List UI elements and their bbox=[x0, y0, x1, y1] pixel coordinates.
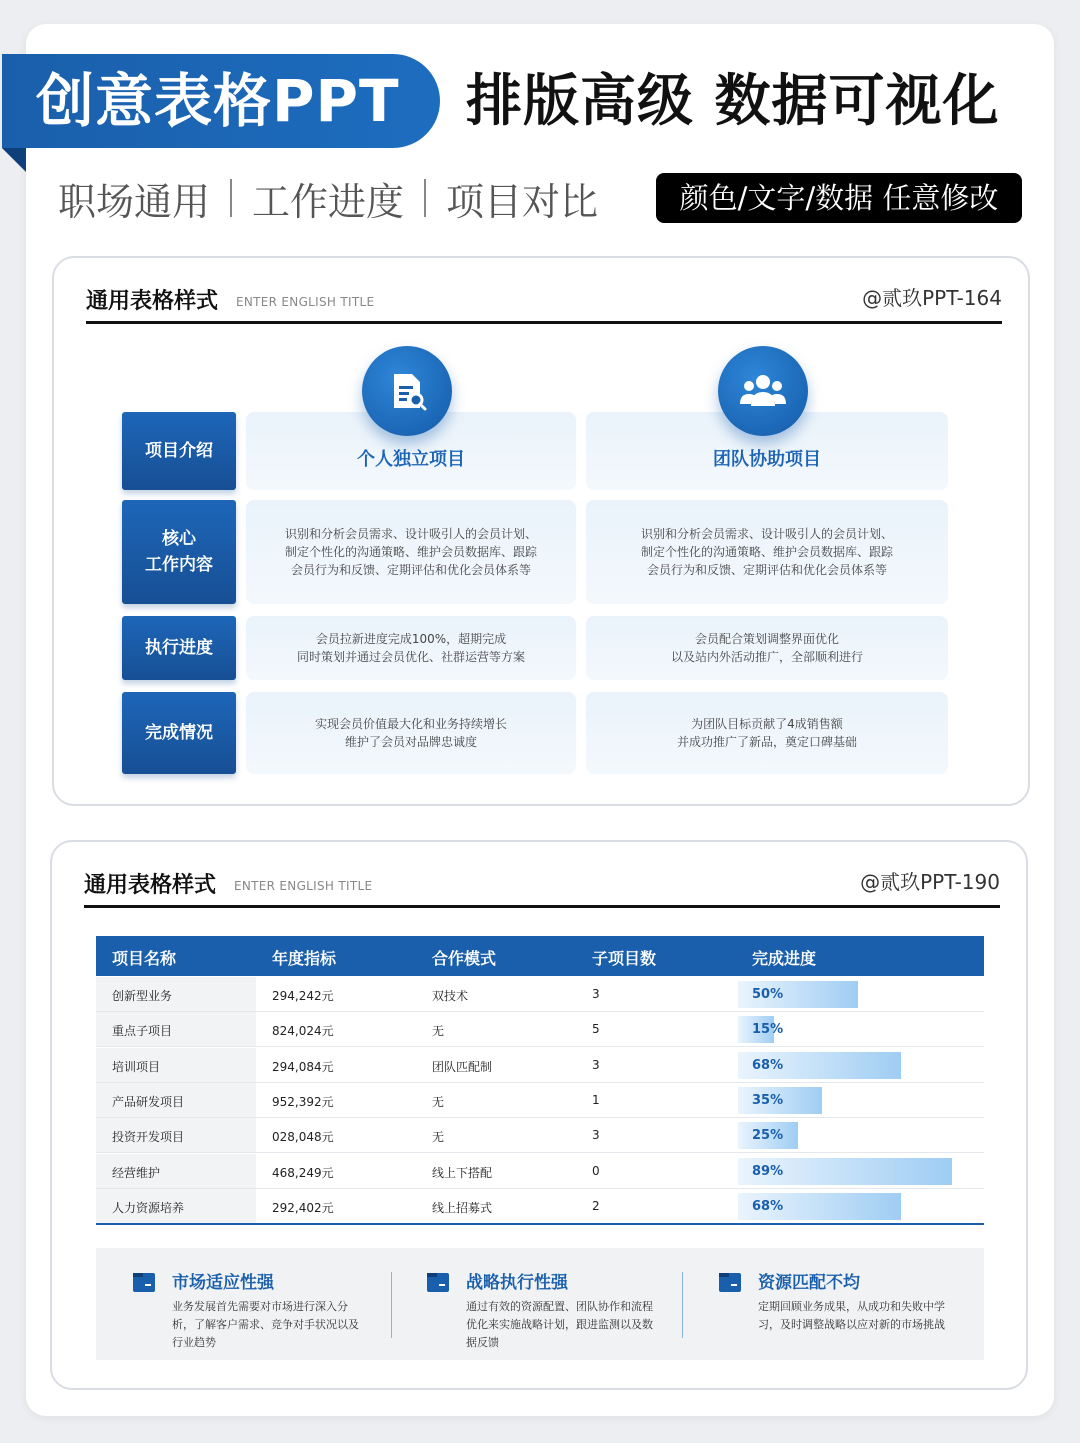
cell-mode: 无 bbox=[432, 1130, 445, 1145]
divider bbox=[424, 179, 426, 217]
document-search-icon bbox=[362, 346, 452, 436]
cell-target: 952,392元 bbox=[272, 1094, 334, 1109]
cell-count: 3 bbox=[592, 987, 600, 1001]
cell-mode: 双技术 bbox=[432, 989, 469, 1003]
cell-core-individual: 识别和分析会员需求、设计吸引人的会员计划、 制定个性化的沟通策略、维护会员数据库、跟踪 会员行为和反馈、定期评估和优化会员体系等 bbox=[246, 500, 576, 604]
cell-name: 创新型业务 bbox=[112, 989, 173, 1003]
title-fold-decoration bbox=[2, 148, 26, 172]
folder-icon bbox=[132, 1270, 156, 1294]
notes-panel bbox=[96, 1248, 984, 1360]
cell-target: 468,249元 bbox=[272, 1165, 334, 1180]
cell-count: 5 bbox=[592, 1022, 600, 1037]
cell-count: 1 bbox=[592, 1092, 600, 1107]
card-header bbox=[86, 286, 1002, 324]
progress-label: 25% bbox=[752, 1128, 784, 1144]
note-title: 资源匹配不均 bbox=[758, 1273, 860, 1293]
cell-target: 294,242元 bbox=[272, 989, 334, 1003]
cell-target: 294,084元 bbox=[272, 1059, 334, 1074]
cell-core-team: 识别和分析会员需求、设计吸引人的会员计划、 制定个性化的沟通策略、维护会员数据库、跟踪 会员行为和反馈、定期评估和优化会员体系等 bbox=[586, 500, 948, 604]
card-tag: @贰玖PPT-190 bbox=[860, 870, 1000, 894]
cell-result-individual: 实现会员价值最大化和业务持续增长 维护了会员对品牌忠诚度 bbox=[246, 692, 576, 774]
cell-mode: 无 bbox=[432, 1024, 445, 1039]
cell-count: 0 bbox=[592, 1163, 600, 1178]
card-tag: @贰玖PPT-164 bbox=[862, 286, 1002, 310]
folder-icon bbox=[718, 1270, 742, 1294]
cell-count: 3 bbox=[592, 1057, 600, 1072]
cell-progress-individual: 会员拉新进度完成100%，超期完成 同时策划并通过会员优化、社群运营等方案 bbox=[246, 616, 576, 680]
progress-label: 68% bbox=[752, 1057, 784, 1073]
subtitle-1: 职场通用 bbox=[58, 179, 211, 224]
row-label-core: 核心 工作内容 bbox=[122, 500, 236, 604]
table-bottom-line bbox=[96, 1223, 984, 1225]
table-row bbox=[96, 1048, 984, 1083]
table-row bbox=[96, 1083, 984, 1118]
card-header bbox=[84, 870, 1000, 908]
cell-count: 3 bbox=[592, 1128, 600, 1143]
header-target: 年度指标 bbox=[272, 949, 337, 968]
progress-table-card bbox=[50, 840, 1028, 1390]
cell-count: 2 bbox=[592, 1198, 600, 1213]
row-label-result: 完成情况 bbox=[122, 692, 236, 774]
cell-target: 824,024元 bbox=[272, 1024, 334, 1039]
main-title: 创意表格PPT bbox=[2, 54, 440, 148]
column-header-team: 团队协助项目 bbox=[586, 412, 948, 490]
subtitle-3: 项目对比 bbox=[446, 179, 599, 224]
card-title: 通用表格样式 bbox=[86, 289, 219, 314]
cell-target: 292,402元 bbox=[272, 1200, 334, 1215]
cell-name: 产品研发项目 bbox=[112, 1094, 185, 1109]
cell-name: 重点子项目 bbox=[112, 1024, 173, 1039]
row-label-progress: 执行进度 bbox=[122, 616, 236, 680]
progress-label: 15% bbox=[752, 1022, 784, 1038]
progress-label: 89% bbox=[752, 1163, 784, 1179]
cell-mode: 线上招募式 bbox=[432, 1200, 493, 1215]
cell-result-team: 为团队目标贡献了4成销售额 并成功推广了新品，奠定口碑基础 bbox=[586, 692, 948, 774]
table-row bbox=[96, 1012, 984, 1047]
comparison-card bbox=[52, 256, 1030, 806]
divider bbox=[682, 1272, 683, 1338]
headline: 排版高级 数据可视化 bbox=[466, 69, 1000, 134]
card-title: 通用表格样式 bbox=[84, 873, 217, 898]
cell-name: 培训项目 bbox=[112, 1059, 161, 1074]
cell-progress-team: 会员配合策划调整界面优化 以及站内外活动推广，全部顺利进行 bbox=[586, 616, 948, 680]
header-count: 子项目数 bbox=[592, 949, 657, 968]
cell-name: 投资开发项目 bbox=[112, 1130, 185, 1145]
divider bbox=[391, 1272, 392, 1338]
progress-label: 68% bbox=[752, 1198, 784, 1214]
team-icon bbox=[718, 346, 808, 436]
header-progress: 完成进度 bbox=[752, 949, 817, 968]
table-row bbox=[96, 1189, 984, 1224]
divider bbox=[230, 179, 232, 217]
subtitle-bar bbox=[58, 176, 599, 224]
card-english-title: ENTER ENGLISH TITLE bbox=[234, 879, 373, 893]
note-text: 业务发展首先需要对市场进行深入分析，了解客户需求、竞争对手状况以及行业趋势 bbox=[172, 1300, 359, 1349]
header-mode: 合作模式 bbox=[432, 949, 497, 968]
progress-label: 50% bbox=[752, 987, 784, 1002]
table-row bbox=[96, 1118, 984, 1153]
subtitle-2: 工作进度 bbox=[252, 179, 405, 224]
cell-target: 028,048元 bbox=[272, 1130, 334, 1145]
edit-badge: 颜色/文字/数据 任意修改 bbox=[656, 173, 1022, 223]
table-row bbox=[96, 1154, 984, 1189]
cell-mode: 无 bbox=[432, 1094, 445, 1109]
cell-name: 经营维护 bbox=[112, 1165, 161, 1180]
cell-mode: 团队匹配制 bbox=[432, 1059, 493, 1074]
progress-label: 35% bbox=[752, 1092, 784, 1108]
note-text: 定期回顾业务成果，从成功和失败中学习，及时调整战略以应对新的市场挑战 bbox=[758, 1300, 945, 1331]
note-text: 通过有效的资源配置、团队协作和流程优化来实施战略计划，跟进监测以及数据反馈 bbox=[466, 1300, 653, 1349]
row-label-intro: 项目介绍 bbox=[122, 412, 236, 490]
cell-mode: 线上下搭配 bbox=[432, 1165, 493, 1180]
table-row bbox=[96, 977, 984, 1012]
header-name: 项目名称 bbox=[112, 949, 177, 968]
table-header bbox=[96, 936, 984, 976]
folder-icon bbox=[426, 1270, 450, 1294]
column-header-individual: 个人独立项目 bbox=[246, 412, 576, 490]
cell-name: 人力资源培养 bbox=[112, 1200, 185, 1215]
card-english-title: ENTER ENGLISH TITLE bbox=[236, 295, 375, 309]
note-title: 市场适应性强 bbox=[172, 1273, 274, 1293]
note-title: 战略执行性强 bbox=[466, 1273, 568, 1293]
